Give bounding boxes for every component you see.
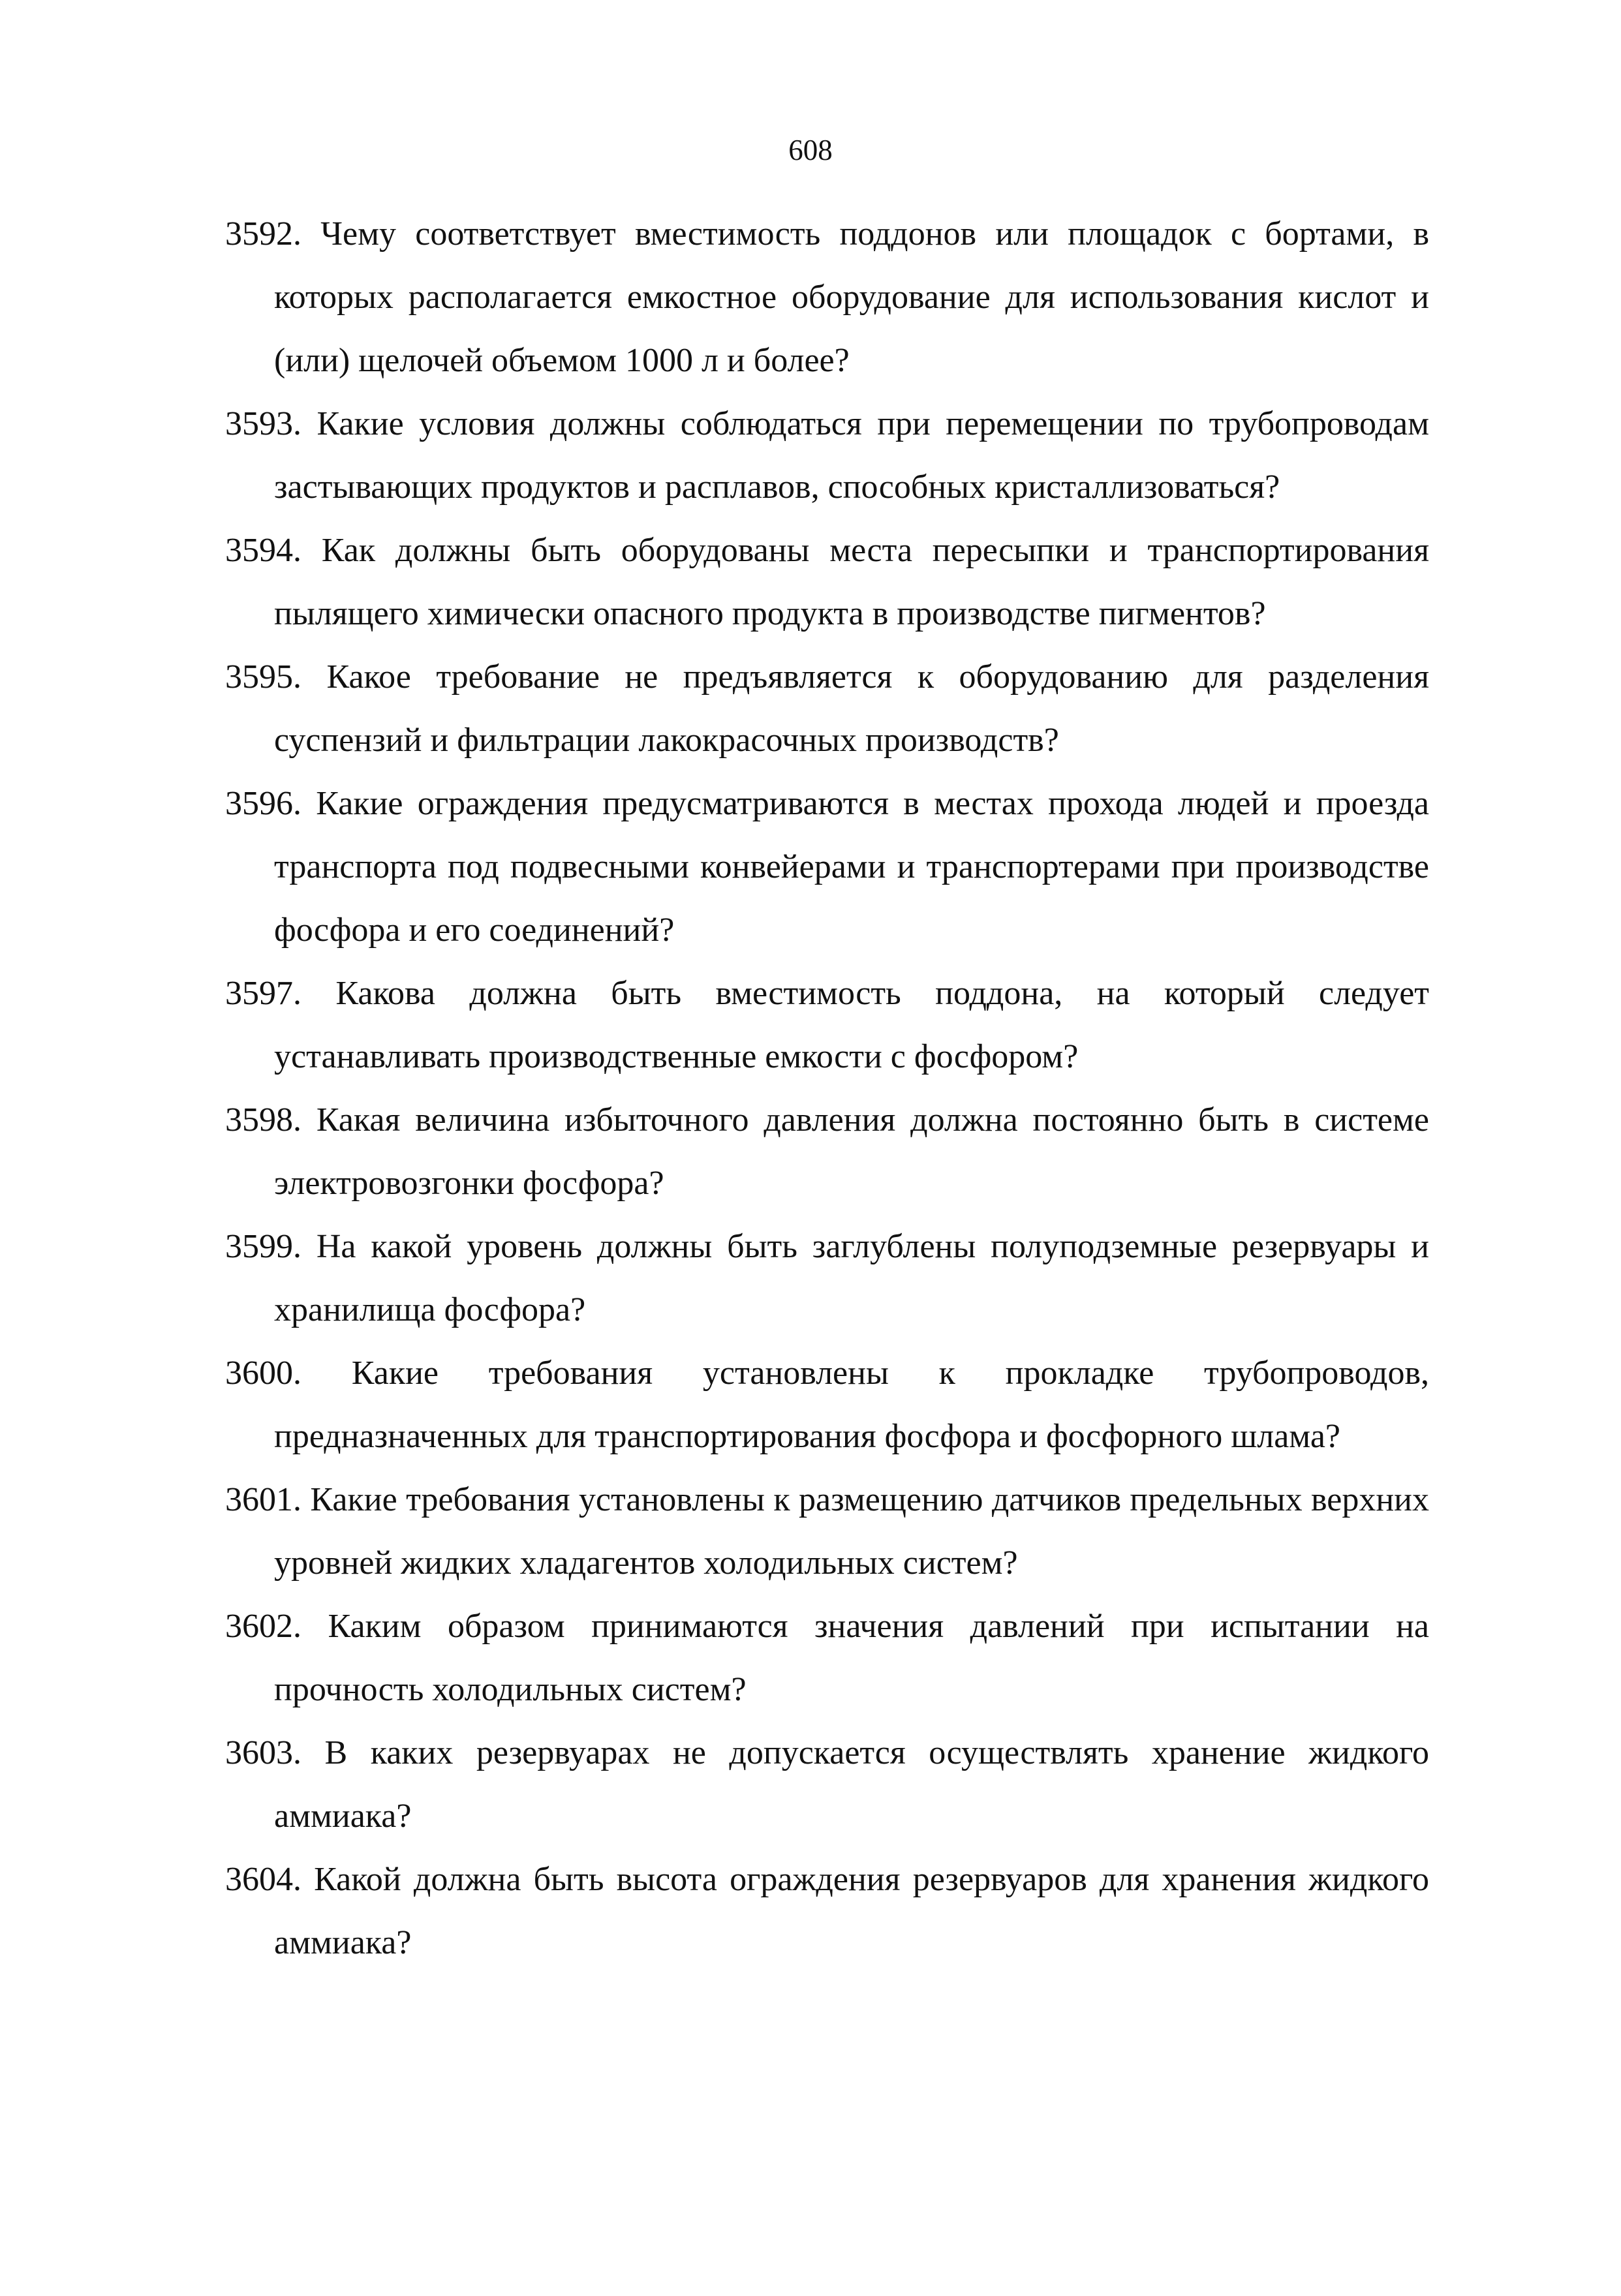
question-text: Какие условия должны соблюдаться при перемещении по трубопроводам застывающих продуктов и расплавов, способных кристаллизоваться? — [274, 405, 1429, 506]
question-item — [225, 772, 1429, 962]
question-item — [225, 645, 1429, 772]
question-number: 3598. — [225, 1101, 301, 1139]
question-text: На какой уровень должны быть заглублены полуподземные резервуары и хранилища фосфора? — [274, 1228, 1429, 1328]
question-number: 3602. — [225, 1608, 301, 1645]
question-number: 3594. — [225, 532, 301, 569]
question-number: 3597. — [225, 975, 301, 1012]
question-item — [225, 392, 1429, 519]
question-text: Какова должна быть вместимость поддона, на который следует устанавливать производственные емкости с фосфором? — [274, 975, 1430, 1075]
question-item — [225, 1721, 1429, 1848]
question-item — [225, 1595, 1429, 1721]
question-number: 3603. — [225, 1734, 301, 1771]
question-list — [225, 202, 1429, 1974]
question-text: Чему соответствует вместимость поддонов или площадок с бортами, в которых располагается емкостное оборудование для использования кислот и (или) щелочей объемом 1000 л и более? — [274, 215, 1430, 379]
question-number: 3592. — [225, 215, 301, 253]
question-number: 3596. — [225, 785, 301, 822]
question-text: Какие ограждения предусматриваются в местах прохода людей и проезда транспорта под подвесными конвейерами и транспортерами при производстве фосфора и его соединений? — [274, 785, 1430, 949]
question-item — [225, 1341, 1429, 1468]
question-text: Какая величина избыточного давления должна постоянно быть в системе электровозгонки фосфора? — [274, 1101, 1429, 1202]
question-number: 3599. — [225, 1228, 301, 1265]
question-item — [225, 1215, 1429, 1341]
question-item — [225, 1848, 1429, 1974]
question-item — [225, 1468, 1429, 1595]
question-text: Как должны быть оборудованы места пересыпки и транспортирования пылящего химически опасного продукта в производстве пигментов? — [274, 532, 1430, 632]
question-number: 3595. — [225, 658, 301, 696]
question-text: Какое требование не предъявляется к оборудованию для разделения суспензий и фильтрации лакокрасочных производств? — [274, 658, 1429, 759]
question-number: 3604. — [225, 1861, 301, 1898]
question-item — [225, 519, 1429, 645]
question-text: Каким образом принимаются значения давлений при испытании на прочность холодильных систем? — [274, 1608, 1430, 1708]
question-text: Какие требования установлены к размещению датчиков предельных верхних уровней жидких хладагентов холодильных систем? — [274, 1481, 1430, 1582]
question-item — [225, 1088, 1429, 1215]
question-number: 3600. — [225, 1355, 301, 1392]
question-text: Какие требования установлены к прокладке трубопроводов, предназначенных для транспортирования фосфора и фосфорного шлама? — [274, 1355, 1429, 1455]
question-number: 3601. — [225, 1481, 301, 1518]
question-number: 3593. — [225, 405, 301, 442]
page-number: 608 — [788, 134, 833, 166]
question-text: Какой должна быть высота ограждения резервуаров для хранения жидкого аммиака? — [274, 1861, 1429, 1961]
question-text: В каких резервуарах не допускается осуществлять хранение жидкого аммиака? — [274, 1734, 1429, 1835]
question-item — [225, 962, 1429, 1088]
question-item — [225, 202, 1429, 392]
